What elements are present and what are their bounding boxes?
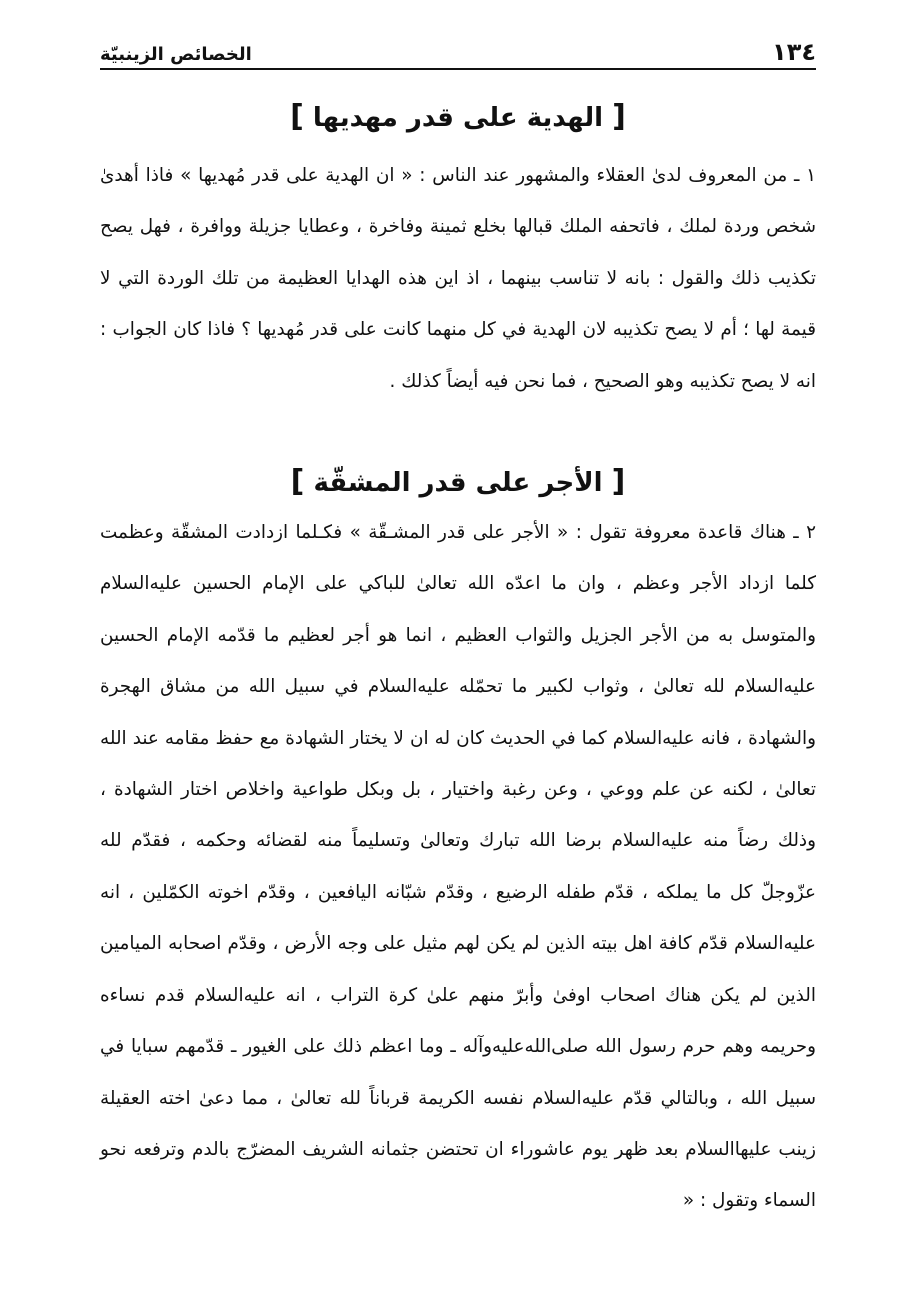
section-title-text: الأجر على قدر المشقّة bbox=[313, 468, 603, 499]
page-number: ١٣٤ bbox=[772, 38, 816, 66]
bracket-open: [ bbox=[611, 464, 626, 500]
section-title-gift bbox=[100, 94, 816, 140]
bracket-close: ] bbox=[290, 99, 304, 134]
book-page bbox=[100, 30, 816, 1227]
bracket-open: [ bbox=[612, 99, 626, 134]
running-header bbox=[100, 30, 816, 70]
book-title: الخصائص الزينبيّة bbox=[100, 44, 252, 65]
section-title-reward bbox=[100, 459, 816, 505]
paragraph-gift: ١ ـ من المعروف لدىٰ العقلاء والمشهور عند الناس : « ان الهدية على قدر مُهديها » فاذا أهدىٰ شخص وردة لملك ، فاتحفه الملك قبالها بخلع ثمينة وفاخرة ، وعطايا جزيلة ووافرة ، فهل يصح تكذيب ذلك والقول : بانه لا تناسب بينهما ، اذ اين هذه الهدايا العظيمة من تلك الوردة التي لا قيمة لها ؛ أم لا يصح تكذيبه لان الهدية في كل منهما كانت على قدر مُهديها ؟ فاذا كان الجواب : انه لا يصح تكذيبه وهو الصحيح ، فما نحن فيه أيضاً كذلك . bbox=[100, 165, 816, 392]
bracket-close: ] bbox=[290, 464, 305, 500]
paragraph-reward: ٢ ـ هناك قاعدة معروفة تقول : « الأجر على قدر المشـقّة » فكـلما ازدادت المشقّة وعظمت كلما ازداد الأجر وعظم ، وان ما اعدّه الله تعالىٰ للباكي على الإمام الحسين عليه‌السلام والمتوسل به من الأجر الجزيل والثواب العظيم ، انما هو أجر لعظيم ما قدّمه الإمام الحسين عليه‌السلام لله تعالىٰ ، وثواب لكبير ما تحمّله عليه‌السلام في سبيل الله من مشاق الهجرة والشهادة ، فانه عليه‌السلام كما في الحديث كان له ان لا يختار الشهادة مع حفظ مقامه عند الله تعالىٰ ، لكنه عن علم ووعي ، وعن رغبة واختيار ، بل وبكل طواعية واخلاص اختار الشهادة ، وذلك رضاً منه عليه‌السلام برضا الله تبارك وتعالىٰ وتسليماً منه لقضائه وحكمه ، فقدّم لله عزّوجلّ كل ما يملكه ، قدّم طفله الرضيع ، وقدّم شبّانه اليافعين ، وقدّم اخوته الكمّلين ، انه عليه‌السلام قدّم كافة اهل بيته الذين لم يكن لهم مثيل على وجه الأرض ، وقدّم اصحابه الميامين الذين لم يكن هناك اصحاب اوفىٰ وأبرّ منهم علىٰ كرة التراب ، انه عليه‌السلام قدم نساءه وحريمه وهم حرم رسول الله صلى‌الله‌عليه‌وآله ـ وما اعظم ذلك على الغيور ـ قدّمهم سبايا في سبيل الله ، وبالتالي قدّم عليه‌السلام نفسه الكريمة قرباناً لله تعالىٰ ، مما دعىٰ اخته العقيلة زينب عليها‌السلام بعد ظهر يوم عاشوراء ان تحتضن جثمانه الشريف المضرّج بالدم وترفعه نحو السماء وتقول : « bbox=[100, 522, 816, 1212]
section-title-text: الهدية على قدر مهديها bbox=[312, 103, 604, 133]
